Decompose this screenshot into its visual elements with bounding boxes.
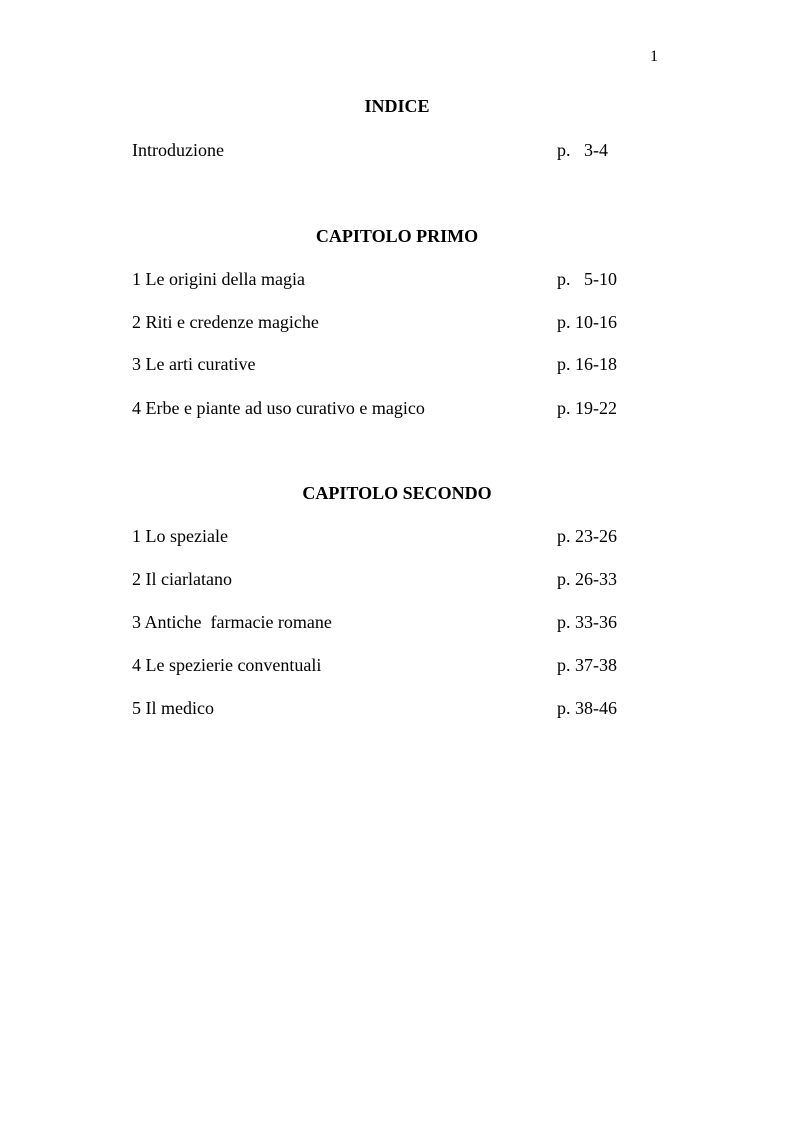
entry-pages: p. 19-22 [557, 398, 617, 418]
chapter-two-title: CAPITOLO SECONDO [302, 483, 492, 503]
entry-title: 3 Antiche farmacie romane [132, 612, 332, 632]
entry-pages: p. 5-10 [557, 269, 617, 289]
entry-title: 1 Lo speziale [132, 526, 228, 546]
entry-title: 4 Erbe e piante ad uso curativo e magico [132, 398, 425, 418]
index-title: INDICE [364, 96, 430, 116]
entry-title: 1 Le origini della magia [132, 269, 305, 289]
entry-title: 5 Il medico [132, 698, 214, 718]
entry-pages: p. 16-18 [557, 354, 617, 374]
entry-title: 2 Il ciarlatano [132, 569, 232, 589]
entry-pages: p. 33-36 [557, 612, 617, 632]
entry-pages: p. 23-26 [557, 526, 617, 546]
entry-pages: p. 37-38 [557, 655, 617, 675]
toc-entry-ch1-2 [132, 310, 672, 334]
entry-title: 2 Riti e credenze magiche [132, 312, 319, 332]
toc-entry-ch1-4 [132, 396, 672, 420]
toc-entry-ch1-3 [132, 352, 672, 376]
page-number: 1 [650, 48, 658, 65]
entry-title: Introduzione [132, 140, 224, 160]
toc-entry-ch2-4 [132, 653, 672, 677]
toc-entry-introduction [132, 138, 672, 162]
entry-pages: p. 10-16 [557, 312, 617, 332]
entry-title: 3 Le arti curative [132, 354, 256, 374]
toc-entry-ch1-1 [132, 267, 672, 291]
entry-pages: p. 3-4 [557, 140, 608, 160]
toc-entry-ch2-1 [132, 524, 672, 548]
entry-pages: p. 38-46 [557, 698, 617, 718]
toc-entry-ch2-5 [132, 696, 672, 720]
entry-title: 4 Le spezierie conventuali [132, 655, 322, 675]
toc-entry-ch2-2 [132, 567, 672, 591]
toc-entry-ch2-3 [132, 610, 672, 634]
chapter-one-title: CAPITOLO PRIMO [315, 226, 479, 246]
entry-pages: p. 26-33 [557, 569, 617, 589]
